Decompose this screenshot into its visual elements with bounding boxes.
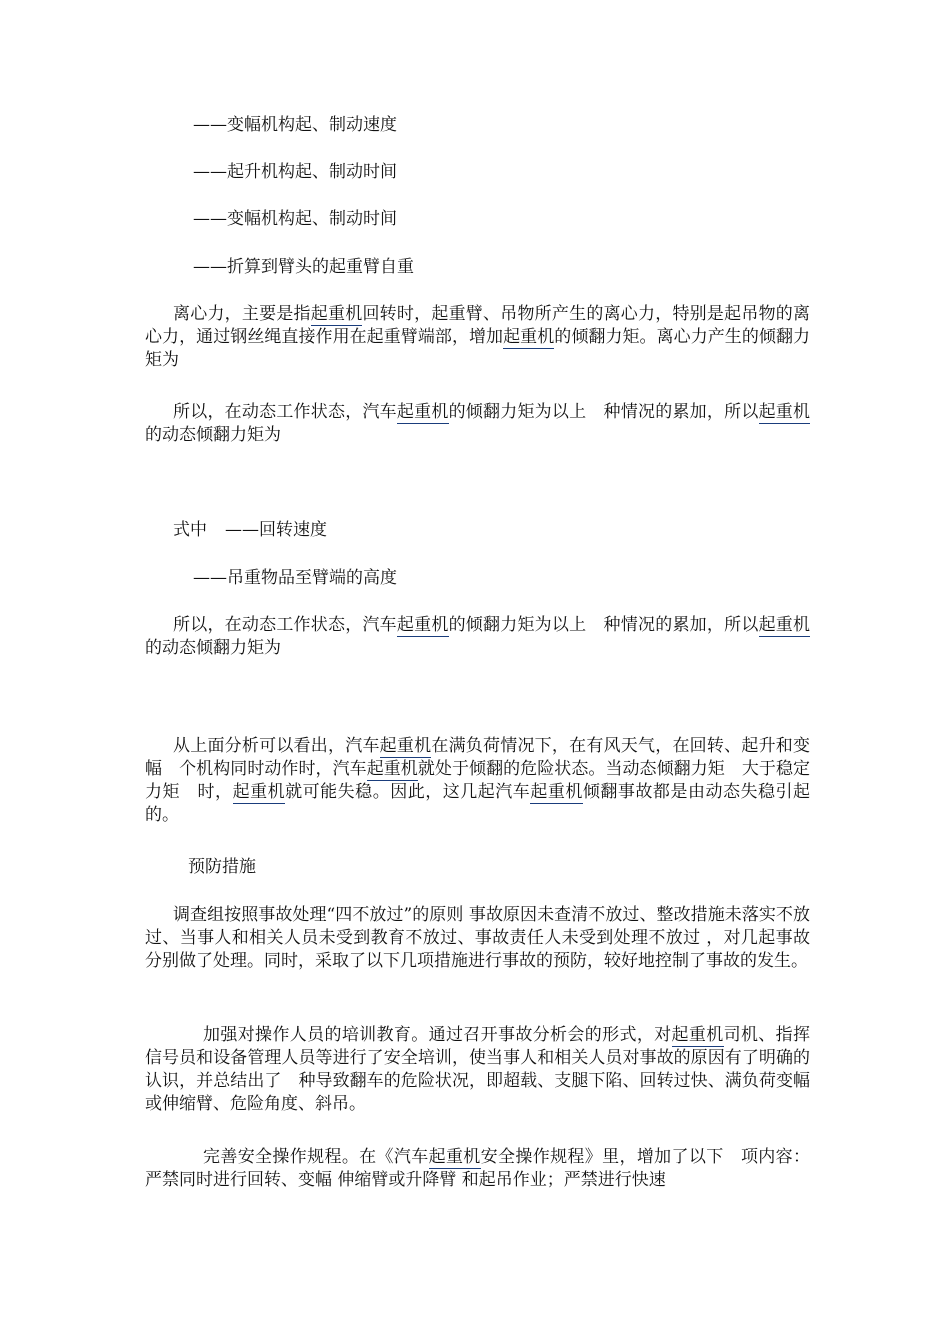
crane-link[interactable]: 起重机 — [396, 402, 449, 422]
text-run: 倾翻事故都是由动态失稳引起的。 — [145, 782, 811, 825]
text-run: 加强对操作人员的培训教育。通过召开事故分析会的形式，对 — [203, 1025, 672, 1045]
variable-definition: ——变幅机构起、制动速度 — [193, 115, 397, 135]
text-run: 安全操作规程》里，增加了以下 项内容：严禁同时进行回转、变幅 伸缩臂或升降臂 和起吊作业；严禁进行快速 — [145, 1147, 811, 1190]
variable-definition: ——折算到臂头的起重臂自重 — [193, 257, 414, 277]
crane-link[interactable]: 起重机 — [428, 1147, 481, 1167]
crane-link[interactable]: 起重机 — [758, 402, 811, 422]
text-run: 的动态倾翻力矩为 — [145, 638, 281, 658]
crane-link[interactable]: 起重机 — [503, 327, 555, 347]
text-run: 的倾翻力矩为以上 种情况的累加，所以 — [448, 402, 759, 422]
text-run: 离心力，主要是指 — [173, 304, 311, 324]
crane-link[interactable]: 起重机 — [671, 1025, 724, 1045]
paragraph-training — [145, 1024, 810, 1116]
text-run: 完善安全操作规程。在《汽车 — [203, 1147, 429, 1167]
text-run: 就处于倾翻的危险状态。当动态倾翻力矩 大于稳定力矩 时， — [145, 759, 811, 802]
crane-link[interactable]: 起重机 — [310, 304, 363, 324]
paragraph-centrifugal-force — [145, 303, 810, 372]
crane-link[interactable]: 起重机 — [366, 759, 418, 779]
crane-link[interactable]: 起重机 — [758, 615, 811, 635]
variable-definition: ——起升机构起、制动时间 — [193, 162, 397, 182]
paragraph-analysis — [145, 735, 810, 827]
text-run: 回转时，起重臂、吊物所产生的离心力，特别是起吊物的离心力，通过钢丝绳直接作用在起重臂端部，增加 — [145, 304, 811, 347]
text-run: 的倾翻力矩为以上 种情况的累加，所以 — [448, 615, 759, 635]
formula-legend — [173, 519, 838, 542]
paragraph-investigation: 调查组按照事故处理“四不放过”的原则 事故原因未查清不放过、整改措施未落实不放过、当事人和相关人员未受到教育不放过、事故责任人未受到处理不放过 ，对几起事故分别做了处理。同时，采取了以下几项措施进行事故的预防，较好地控制了事故的发生。 — [145, 905, 810, 971]
text-run: 的动态倾翻力矩为 — [145, 425, 281, 445]
paragraph-dynamic-moment — [145, 401, 810, 447]
crane-link[interactable]: 起重机 — [232, 782, 286, 802]
text-run: 在满负荷情况下，在有风天气，在回转、起升和变幅 个机构同时动作时，汽车 — [145, 736, 811, 779]
text-run: 司机、指挥信号员和设备管理人员等进行了安全培训，使当事人和相关人员对事故的原因有了明确的认识，并总结出了 种导致翻车的危险状况，即超载、支腿下陷、回转过快、满负荷变幅或伸缩臂、危险角度、斜吊。 — [145, 1025, 811, 1114]
text-run: 所以，在动态工作状态，汽车 — [173, 615, 397, 635]
variable-definition: ——吊重物品至臂端的高度 — [193, 568, 397, 588]
crane-link[interactable]: 起重机 — [396, 615, 449, 635]
paragraph-procedures — [145, 1146, 810, 1192]
variable-definition: ——变幅机构起、制动时间 — [193, 209, 397, 229]
text-run: 的倾翻力矩。离心力产生的倾翻力矩为 — [145, 327, 811, 370]
text-run: 所以，在动态工作状态，汽车 — [173, 402, 397, 422]
formula-where-label: 式中 — [173, 520, 207, 540]
crane-link[interactable]: 起重机 — [530, 782, 583, 802]
paragraph-dynamic-moment — [145, 614, 810, 660]
section-heading: 预防措施 — [188, 857, 256, 877]
variable-definition: ——回转速度 — [225, 520, 327, 540]
crane-link[interactable]: 起重机 — [379, 736, 432, 756]
text-run: 就可能失稳。因此，这几起汽车 — [285, 782, 531, 802]
text-run: 从上面分析可以看出，汽车 — [173, 736, 380, 756]
